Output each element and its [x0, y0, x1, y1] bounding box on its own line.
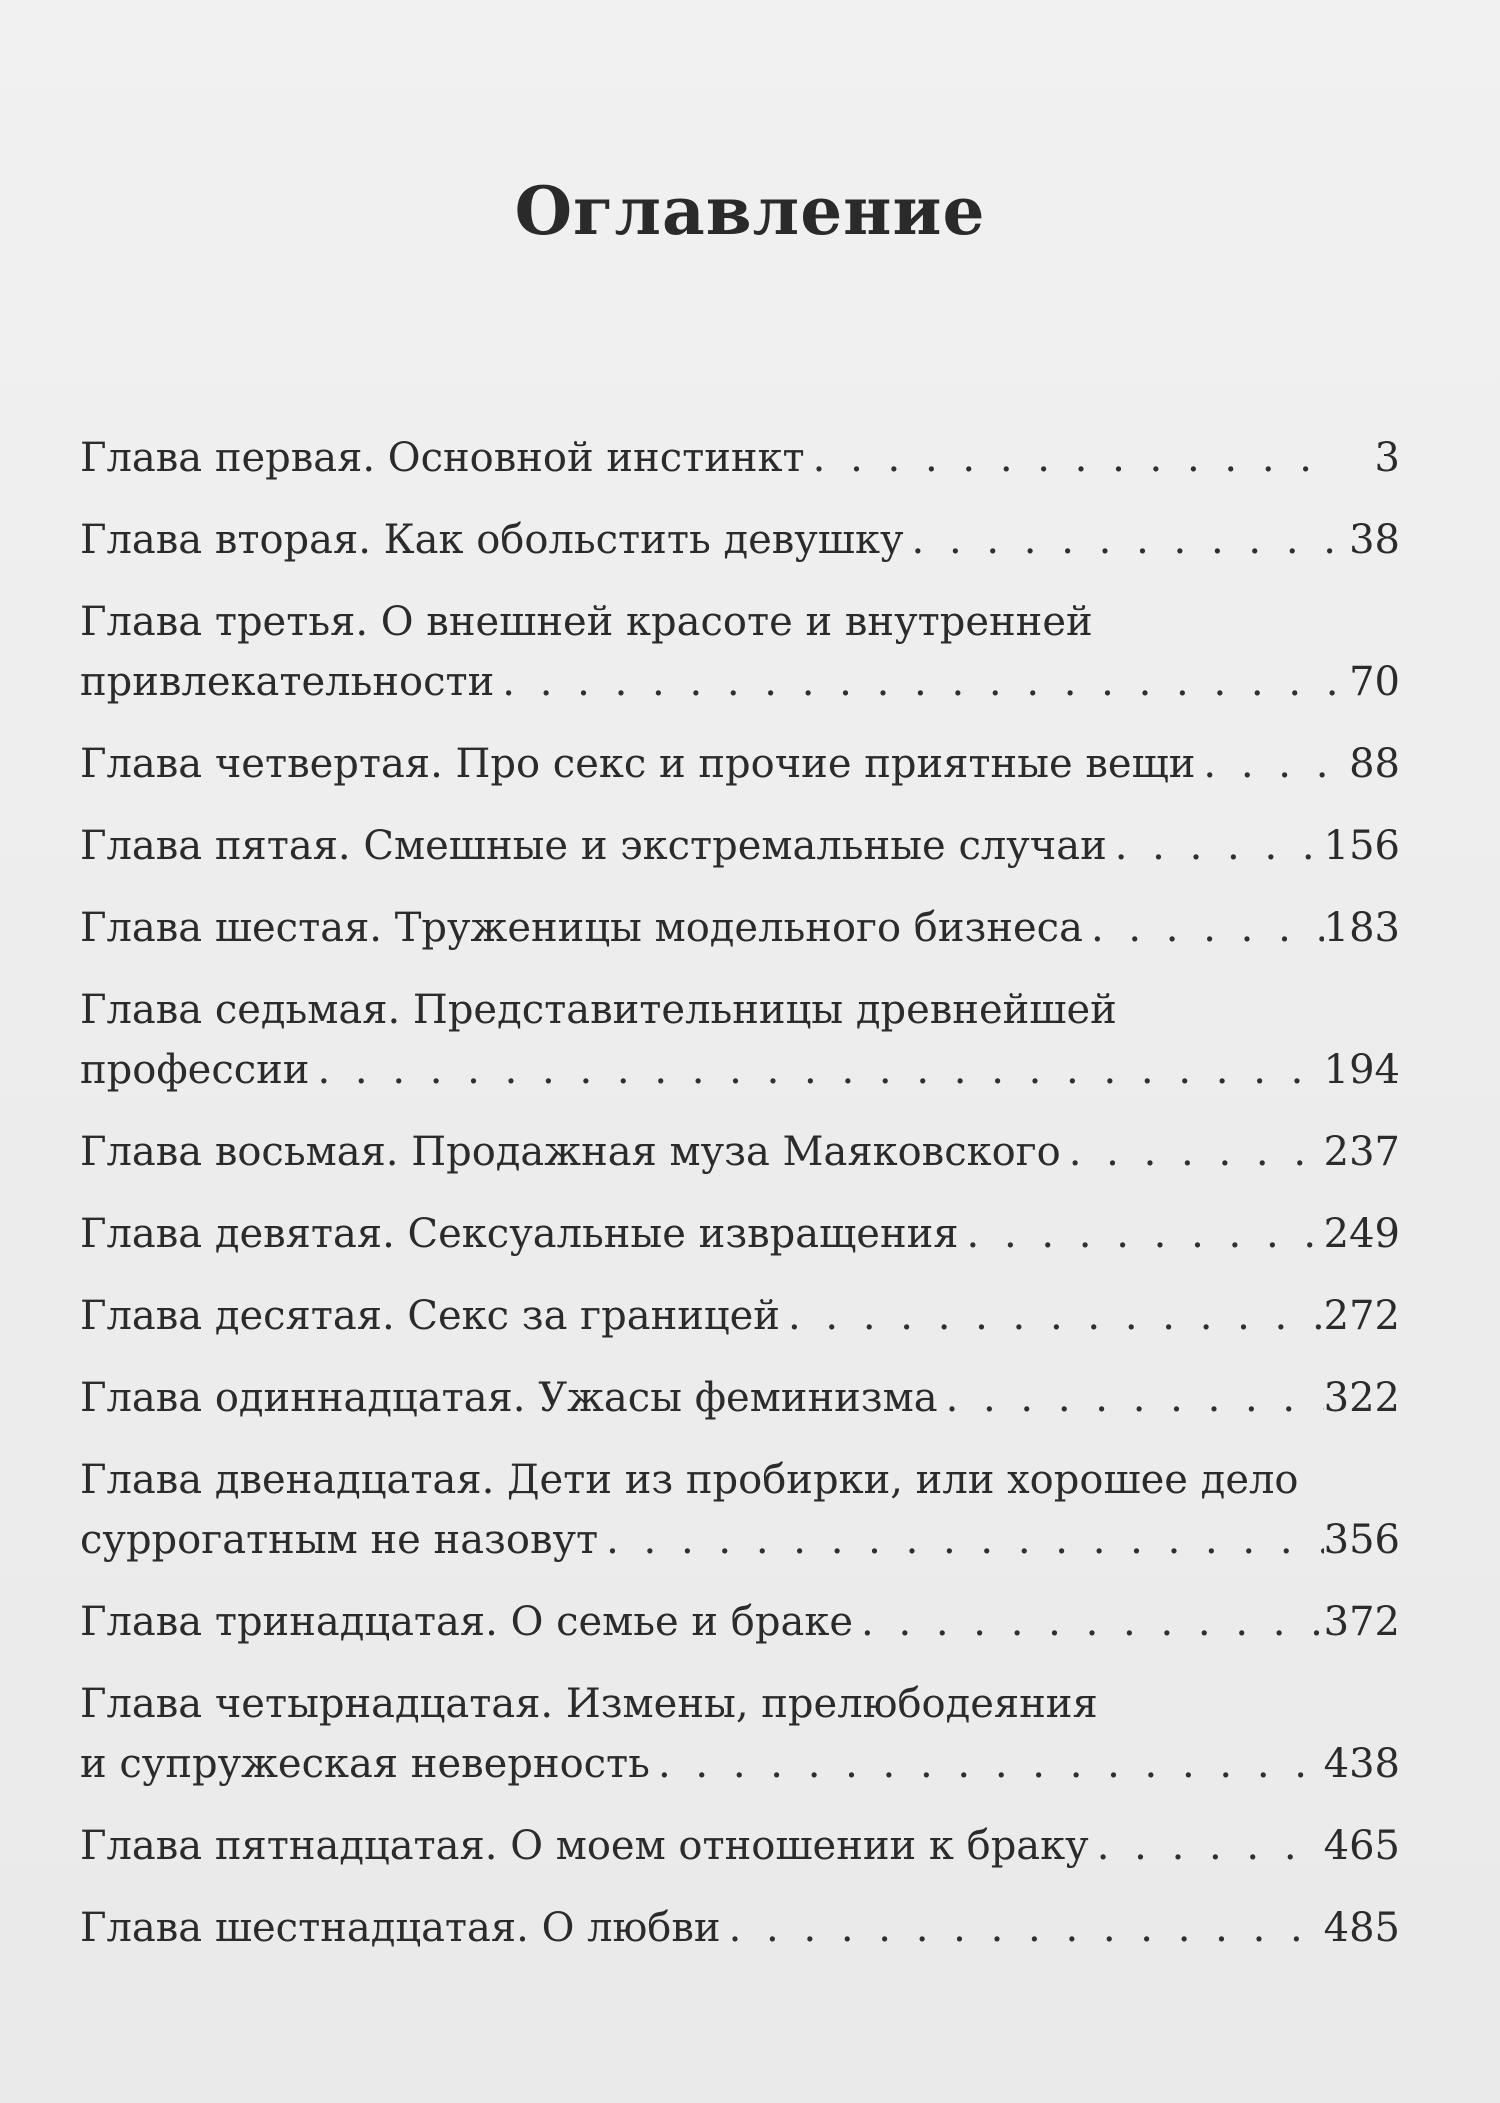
dot-leader	[805, 428, 1340, 488]
toc-entry-row	[80, 898, 1400, 958]
toc-entry	[80, 1898, 1400, 1958]
toc-entry-row	[80, 1734, 1400, 1794]
toc-page-number: 372	[1323, 1599, 1400, 1645]
dot-leader	[721, 1898, 1324, 1958]
toc-page-number: 88	[1349, 741, 1400, 787]
toc-entry	[80, 1816, 1400, 1876]
dot-leader	[650, 1734, 1324, 1794]
toc-entry-row	[80, 428, 1400, 488]
toc-entry	[80, 898, 1400, 958]
toc-page-number: 237	[1323, 1129, 1400, 1175]
toc-entry-title: Глава четырнадцатая. Измены, прелюбодеяния	[80, 1681, 1098, 1727]
toc-entry-title: Глава восьмая. Продажная муза Маяковского	[80, 1129, 1061, 1175]
toc-entry-row	[80, 1122, 1400, 1182]
toc-entry-title: Глава седьмая. Представительницы древнейшей	[80, 987, 1117, 1033]
dot-leader	[853, 1592, 1324, 1652]
dot-leader	[959, 1204, 1324, 1264]
toc-entry-title-continued: суррогатным не назовут	[80, 1517, 599, 1563]
toc-entry-title-continued: и супружеская неверность	[80, 1741, 650, 1787]
toc-entry	[80, 428, 1400, 488]
toc-entry-title: Глава пятая. Смешные и экстремальные случаи	[80, 823, 1107, 869]
toc-page-number: 465	[1323, 1823, 1400, 1869]
toc-entry-title-continued: профессии	[80, 1047, 310, 1093]
table-of-contents	[80, 428, 1400, 1980]
toc-entry-row	[80, 1816, 1400, 1876]
toc-entry	[80, 1450, 1400, 1570]
toc-entry-row	[80, 1040, 1400, 1100]
dot-leader	[780, 1286, 1324, 1346]
toc-page-number: 194	[1323, 1047, 1400, 1093]
toc-entry	[80, 1592, 1400, 1652]
toc-entry-title: Глава вторая. Как обольстить девушку	[80, 517, 904, 563]
toc-entry	[80, 510, 1400, 570]
toc-entry-title: Глава первая. Основной инстинкт	[80, 435, 805, 481]
toc-page-number: 272	[1323, 1293, 1400, 1339]
page-title: Оглавление	[514, 172, 986, 250]
toc-entry-row	[80, 1592, 1400, 1652]
toc-entry-row	[80, 734, 1400, 794]
toc-entry-row	[80, 1510, 1400, 1570]
toc-entry-title: Глава шестая. Труженицы модельного бизнеса	[80, 905, 1083, 951]
toc-entry-row	[80, 652, 1400, 712]
toc-page-number: 485	[1323, 1905, 1400, 1951]
toc-page-number: 356	[1323, 1517, 1400, 1563]
toc-entry-title: Глава пятнадцатая. О моем отношении к браку	[80, 1823, 1089, 1869]
toc-page-number: 3	[1374, 435, 1400, 481]
toc-entry-title: Глава четвертая. Про секс и прочие приятные вещи	[80, 741, 1196, 787]
dot-leader	[904, 510, 1340, 570]
toc-entry-row	[80, 1204, 1400, 1264]
toc-page-number: 70	[1349, 659, 1400, 705]
toc-entry	[80, 1122, 1400, 1182]
toc-entry	[80, 1674, 1400, 1794]
toc-page-number: 38	[1349, 517, 1400, 563]
dot-leader	[1089, 1816, 1324, 1876]
toc-entry-title: Глава девятая. Сексуальные извращения	[80, 1211, 959, 1257]
dot-leader	[1195, 734, 1340, 794]
toc-entry-row	[80, 510, 1400, 570]
toc-entry-title: Глава шестнадцатая. О любви	[80, 1905, 721, 1951]
toc-entry-title: Глава тринадцатая. О семье и браке	[80, 1599, 854, 1645]
toc-entry	[80, 1368, 1400, 1428]
toc-entry-title: Глава одиннадцатая. Ужасы феминизма	[80, 1375, 938, 1421]
dot-leader	[494, 652, 1340, 712]
toc-entry	[80, 980, 1400, 1100]
toc-entry-title: Глава десятая. Секс за границей	[80, 1293, 780, 1339]
dot-leader	[1107, 816, 1324, 876]
dot-leader	[1061, 1122, 1324, 1182]
toc-entry-row	[80, 1898, 1400, 1958]
toc-entry-title: Глава двенадцатая. Дети из пробирки, или хорошее дело	[80, 1457, 1299, 1503]
toc-entry	[80, 816, 1400, 876]
dot-leader	[309, 1040, 1323, 1100]
toc-page-number: 322	[1323, 1375, 1400, 1421]
toc-entry-title: Глава третья. О внешней красоте и внутренней	[80, 599, 1093, 645]
dot-leader	[1083, 898, 1324, 958]
toc-entry	[80, 1286, 1400, 1346]
toc-page-number: 438	[1323, 1741, 1400, 1787]
toc-entry	[80, 734, 1400, 794]
dot-leader	[598, 1510, 1324, 1570]
toc-page-number: 183	[1323, 905, 1400, 951]
toc-entry-row	[80, 1368, 1400, 1428]
toc-entry-row	[80, 1286, 1400, 1346]
toc-page-number: 249	[1323, 1211, 1400, 1257]
toc-entry	[80, 1204, 1400, 1264]
toc-page-number: 156	[1323, 823, 1400, 869]
toc-entry-row	[80, 816, 1400, 876]
dot-leader	[938, 1368, 1324, 1428]
toc-entry	[80, 592, 1400, 712]
toc-entry-title-continued: привлекательности	[80, 659, 495, 705]
